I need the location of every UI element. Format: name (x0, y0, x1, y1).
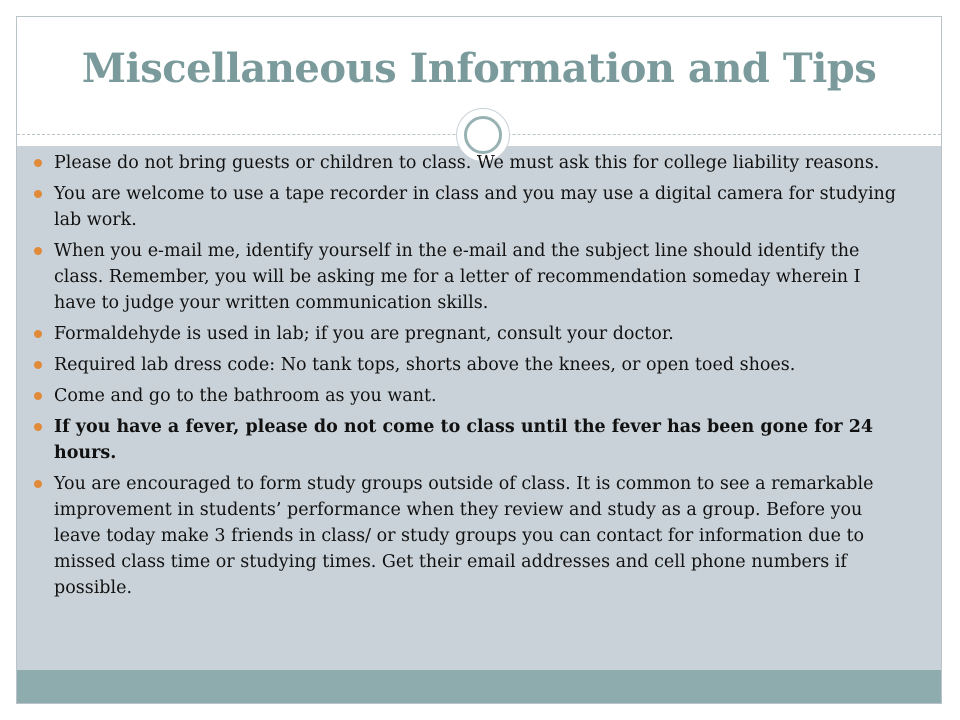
slide-title: Miscellaneous Information and Tips (81, 45, 877, 92)
bullet-item (34, 150, 900, 176)
bullet-item (34, 352, 900, 378)
bullet-text: Formaldehyde is used in lab; if you are pregnant, consult your doctor. (54, 324, 674, 344)
bullet-text: Come and go to the bathroom as you want. (54, 386, 437, 406)
bullet-dot-icon (34, 423, 42, 431)
bullet-dot-icon (34, 330, 42, 338)
bullet-item-emphasized (34, 414, 900, 466)
bullet-text: You are encouraged to form study groups outside of class. It is common to see a remarkable improvement in students’ performance when they review and study as a group. Before you leave today make 3 friends in class/ or study groups you can contact for information due to missed class time or studying times. Get their email addresses and cell phone numbers if possible. (54, 474, 874, 598)
footer-bar (17, 670, 941, 704)
bullet-text: Required lab dress code: No tank tops, shorts above the knees, or open toed shoes. (54, 355, 796, 375)
bullet-item (34, 471, 900, 601)
bullet-dot-icon (34, 361, 42, 369)
bullet-dot-icon (34, 190, 42, 198)
bullet-text: Please do not bring guests or children to class. We must ask this for college liability reasons. (54, 153, 880, 173)
bullet-dot-icon (34, 247, 42, 255)
bullet-item (34, 321, 900, 347)
bullet-item (34, 238, 900, 316)
bullet-text: If you have a fever, please do not come to class until the fever has been gone for 24 hours. (54, 417, 874, 463)
bullet-item (34, 181, 900, 233)
circle-ring (464, 116, 502, 154)
bullet-text: You are welcome to use a tape recorder in class and you may use a digital camera for studying lab work. (54, 184, 897, 230)
bullet-dot-icon (34, 159, 42, 167)
bullet-item (34, 383, 900, 409)
bullet-dot-icon (34, 480, 42, 488)
bullet-list (34, 150, 900, 606)
bullet-text: When you e-mail me, identify yourself in the e-mail and the subject line should identify the class. Remember, you will be asking me for a letter of recommendation someday wherein I have to judge your written communication skills. (54, 241, 861, 313)
bullet-dot-icon (34, 392, 42, 400)
